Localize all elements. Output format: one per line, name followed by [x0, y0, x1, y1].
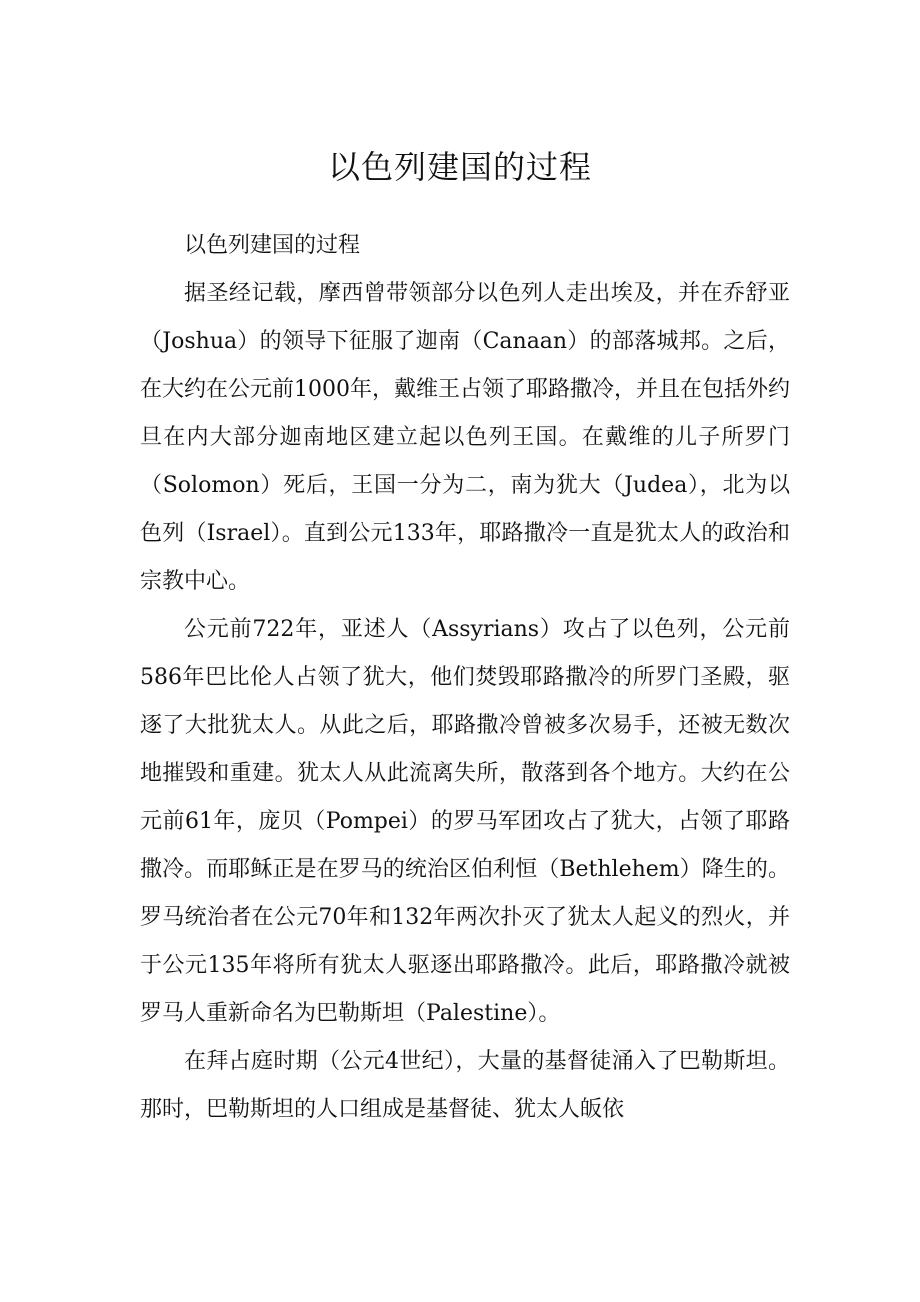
paragraph: 公元前722年，亚述人（Assyrians）攻占了以色列，公元前586年巴比伦人占领了犹大，他们焚毁耶路撒冷的所罗门圣殿，驱逐了大批犹太人。从此之后，耶路撒冷曾被多次易手，还被无数次地摧毁和重建。犹太人从此流离失所，散落到各个地方。大约在公元前61年，庞贝（Pompei）的罗马军团攻占了犹大，占领了耶路撒冷。而耶稣正是在罗马的统治区伯利恒（Bethlehem）降生的。罗马统治者在公元70年和132年两次扑灭了犹太人起义的烈火，并于公元135年将所有犹太人驱逐出耶路撒冷。此后，耶路撒冷就被罗马人重新命名为巴勒斯坦（Palestine）。 — [140, 617, 790, 1026]
paragraph-heading: 以色列建国的过程 — [184, 233, 361, 258]
document-body — [140, 222, 790, 1134]
document-title: 以色列建国的过程 — [327, 148, 592, 186]
paragraph: 在拜占庭时期（公元4世纪），大量的基督徒涌入了巴勒斯坦。那时，巴勒斯坦的人口组成是基督徒、犹太人皈依 — [140, 1049, 790, 1122]
paragraph: 据圣经记载，摩西曾带领部分以色列人走出埃及，并在乔舒亚（Joshua）的领导下征服了迦南（Canaan）的部落城邦。之后，在大约在公元前1000年，戴维王占领了耶路撒冷，并且在包括外约旦在内大部分迦南地区建立起以色列王国。在戴维的儿子所罗门（Solomon）死后，王国一分为二，南为犹大（Judea），北为以色列（Israel）。直到公元133年，耶路撒冷一直是犹太人的政治和宗教中心。 — [140, 281, 790, 594]
